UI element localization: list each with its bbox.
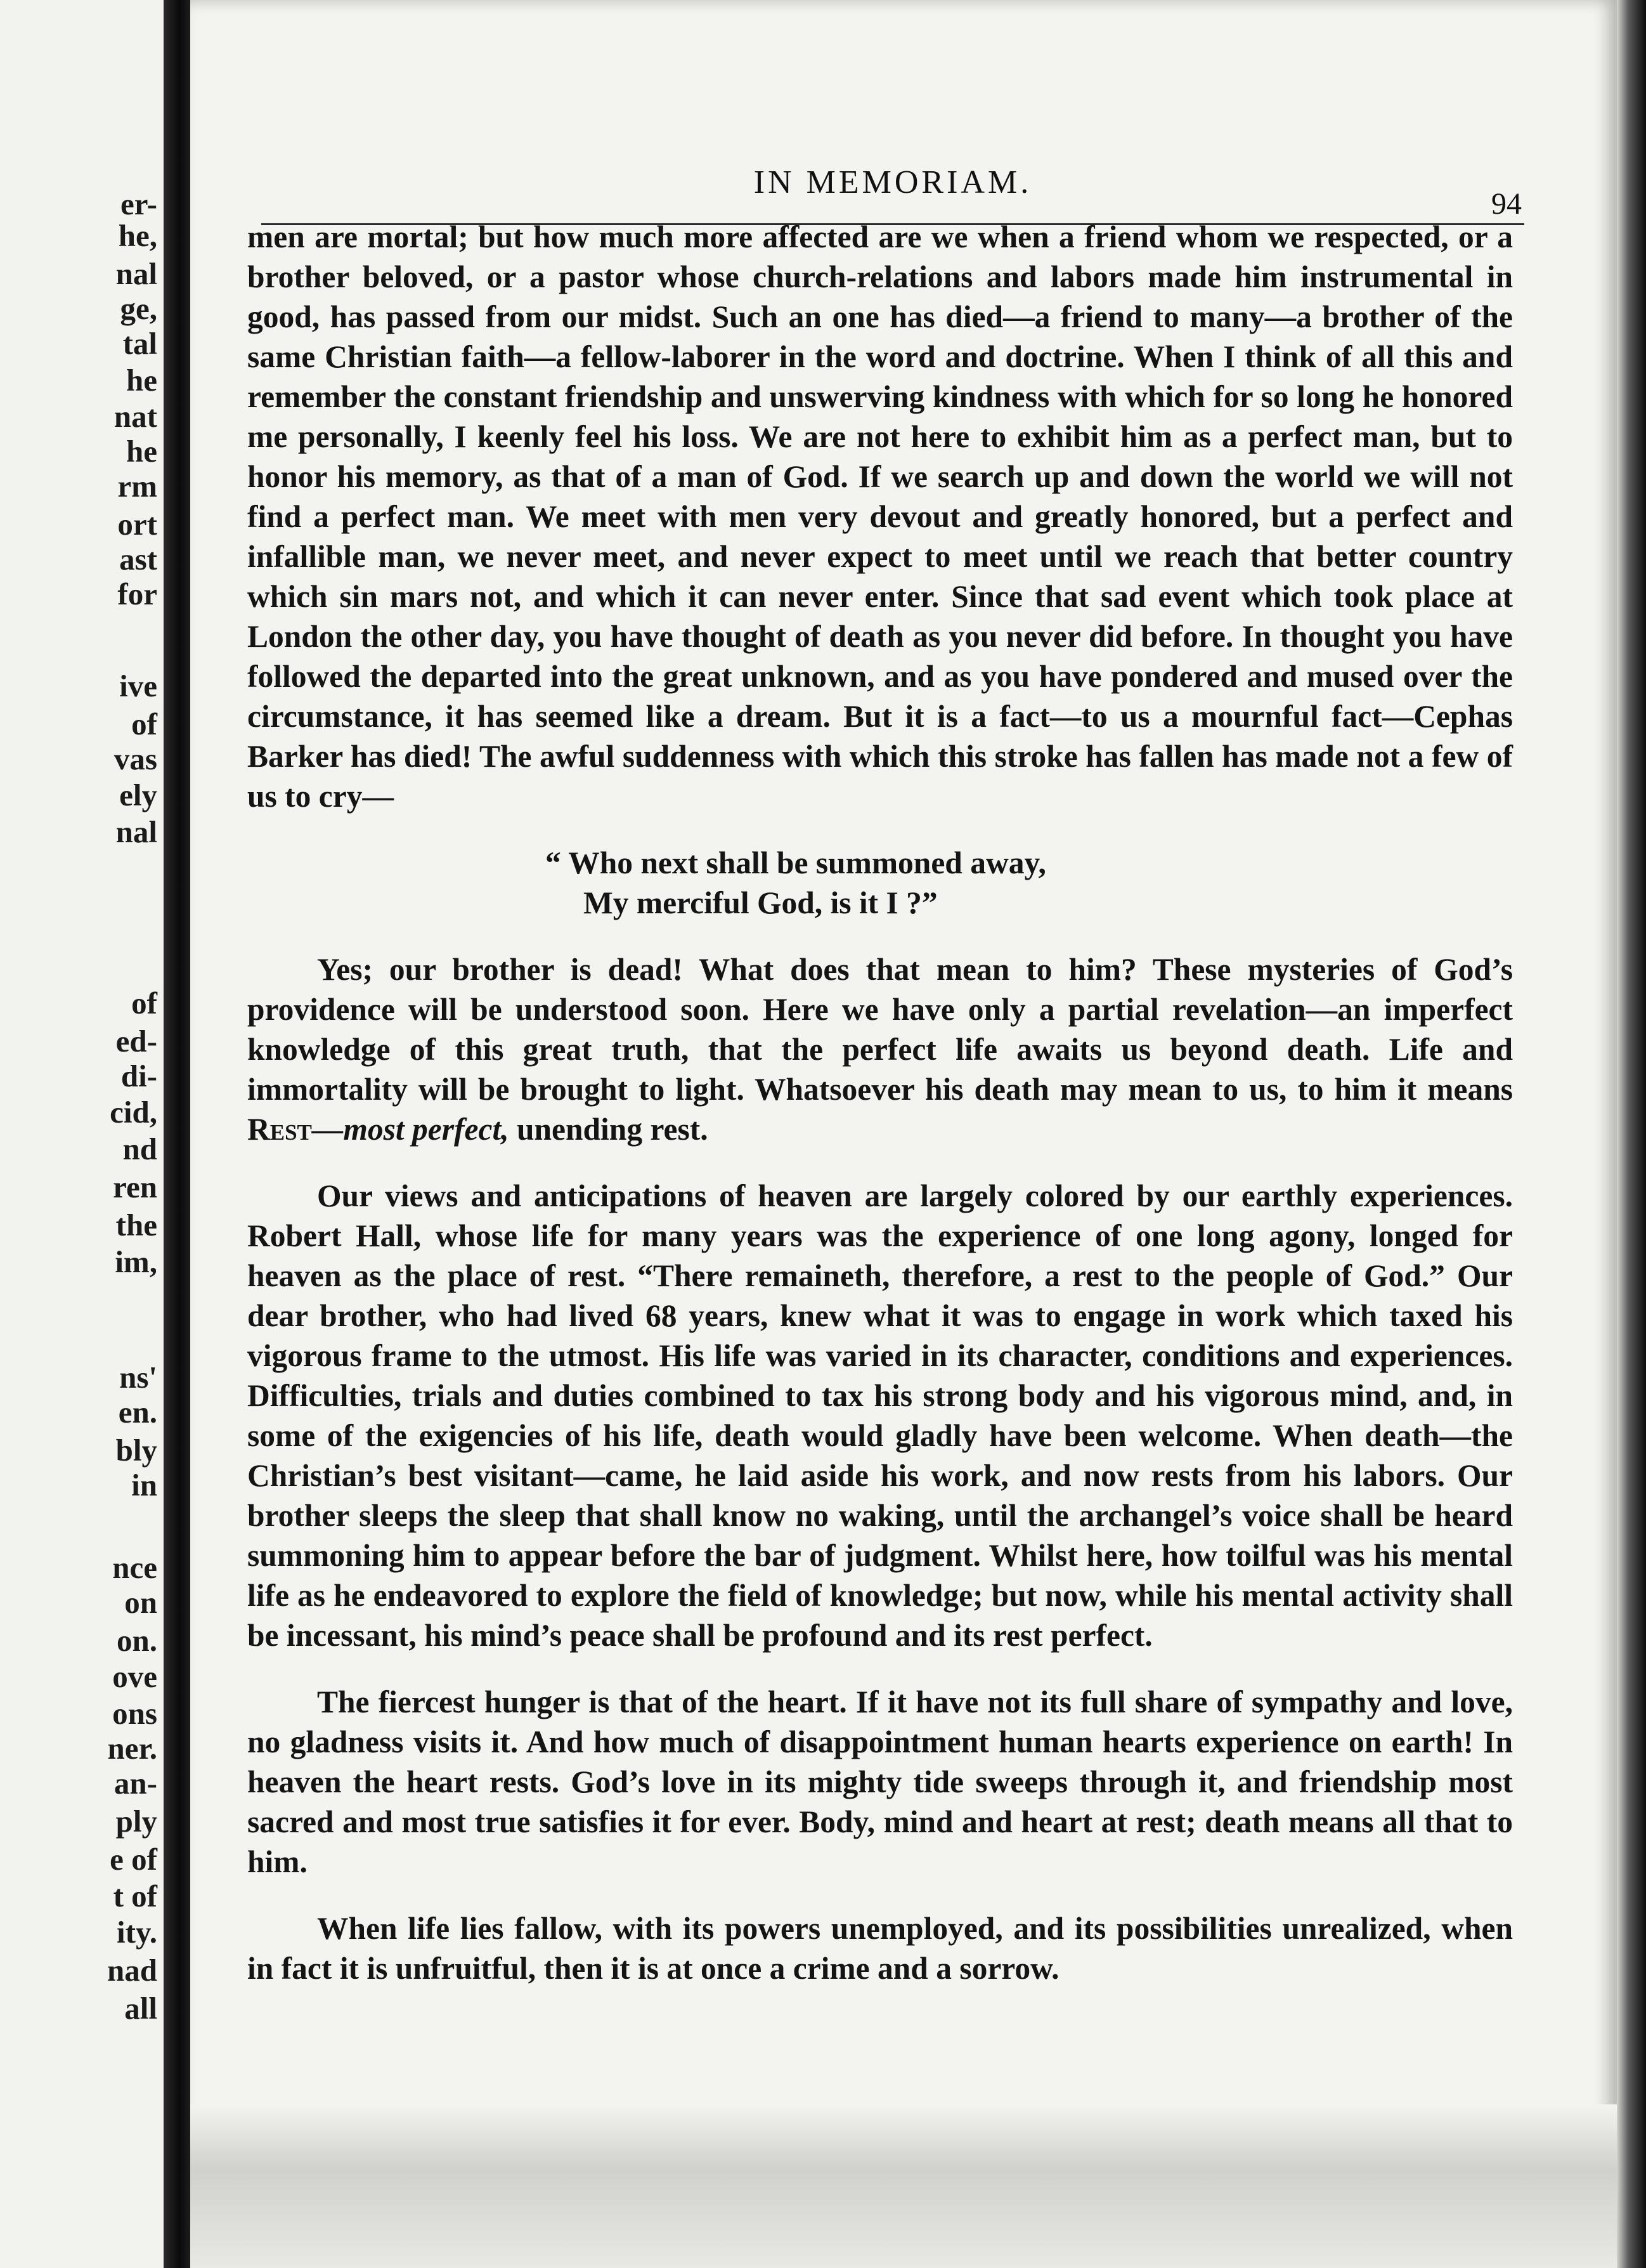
left-page-fragment: ren [113,1170,157,1204]
left-page-fragment: nal [115,256,157,291]
left-page-fragment: ity. [117,1915,157,1950]
left-page-fragment: on [124,1585,157,1620]
verse-line-2: My merciful God, is it I ?” [583,885,938,920]
paragraph-5: When life lies fallow, with its powers unemployed, and its possibilities unrealized, when in fact it is unfruitful, then it is at once a crime and a sorrow. [247,1911,1513,1986]
left-page-fragment: he, [118,218,157,253]
left-page-fragment: ons [112,1696,157,1731]
left-page-fragment: di- [120,1059,157,1093]
left-page-fragment: cid, [110,1095,157,1130]
left-page-fragment: ner. [107,1731,157,1766]
page-body [247,217,1513,1988]
running-head: IN MEMORIAM. [753,164,1032,200]
left-page-fragment: rm [117,469,157,504]
left-page-fragment: he [126,434,157,469]
left-page-fragment: ort [117,507,157,542]
left-page-fragment: an- [113,1766,157,1801]
left-page-fragment: ge, [120,291,157,326]
left-page-fragment: ive [119,668,157,703]
left-page-fragment: ns' [119,1360,157,1395]
left-page-fragment: ed- [115,1024,157,1059]
paragraph-3: Our views and anticipations of heaven are largely colored by our earthly experiences. Robert Hall, whose life for many years was the experience of one long agony, longed for heaven as the place of rest. “There remaineth, therefore, a rest to the people of God.” Our dear brother, who had lived 68 years, knew what it was to engage in work which taxed his vigorous frame to the utmost. His life was varied in its character, conditions and experiences. Difficulties, trials and duties combined to tax his strong body and his vigorous mind, and, in some of the exigencies of his life, death would gladly have been welcome. When death—the Christian’s best visitant—came, he laid aside his work, and now rests from his labors. Our brother sleeps the sleep that shall know no waking, until the archangel’s voice shall be heard summoning him to appear before the bar of judgment. Whilst here, how toilful was his mental life as he endeavored to explore the field of knowledge; but now, while his mental activity shall be incessant, his mind’s peace shall be profound and its rest perfect. [247,1178,1513,1653]
paragraph-2-end: unending rest. [509,1112,708,1147]
left-page-fragment: ove [112,1659,157,1694]
left-facing-page [0,0,164,2268]
left-page-fragment: nce [112,1550,157,1585]
paragraph-2 [247,949,1513,1149]
left-page-fragment: ply [115,1804,157,1839]
left-page-fragment: nat [113,399,157,434]
left-page-fragment: for [117,577,157,611]
left-page-fragment: all [124,1991,157,2026]
paragraph-4: The fiercest hunger is that of the heart. If it have not its full share of sympathy and love, no gladness visits it. And how much of disappointment human hearts experience on earth! In heaven the heart rests. God’s love in its mighty tide sweeps through it, and friendship most sacred and most true satisfies it for ever. Body, mind and heart at rest; death means all that to him. [247,1685,1513,1879]
page-bottom-edge [190,2104,1617,2268]
left-page-fragment: of [131,707,157,741]
left-page-fragment: nal [115,814,157,849]
left-page-fragment: nd [122,1131,157,1166]
left-page-fragment: en. [118,1395,157,1430]
left-page-fragment: er- [120,186,157,221]
left-page-fragment: ely [119,778,157,812]
verse-line-1: “ Who next shall be summoned away, [545,845,1046,880]
left-page-fragment: t of [113,1879,157,1913]
paragraph-1: men are mortal; but how much more affected are we when a friend whom we respected, or a brother beloved, or a pastor whose church-relations and labors made him instrumental in good, has passed from our midst. Such an one has died—a friend to many—a brother of the same Christian faith—a fellow-laborer in the word and doctrine. When I think of all this and remember the constant friendship and unswerving kindness with which for so long he honored me personally, I keenly feel his loss. We are not here to exhibit him as a perfect man, but to honor his memory, as that of a man of God. If we search up and down the world we will not find a perfect man. We meet with men very devout and greatly honored, but a perfect and infallible man, we never meet, and never expect to meet until we reach that better country which sin mars not, and which it can never enter. Since that sad event which took place at London the other day, you have thought of death as you never did before. In thought you have followed the departed into the great unknown, and as you have pondered and mused over the circumstance, it has seemed like a dream. But it is a fact—to us a mournful fact—Cephas Barker has died! The awful suddenness with which this stroke has fallen has made not a few of us to cry— [247,219,1513,814]
left-page-fragment: e of [110,1842,157,1877]
left-page-fragment: tal [122,326,157,361]
emphasis-most-perfect: —most perfect, [311,1112,509,1147]
book-gutter [164,0,190,2268]
left-page-fragment: ast [119,542,157,577]
left-page-fragment: he [126,363,157,398]
verse-quotation [247,843,1513,923]
page-edge-shadow [1617,0,1646,2268]
left-page-fragment: nad [107,1953,157,1988]
paragraph-2-text: Yes; our brother is dead! What does that mean to him? These mysteries of God’s providence will be understood soon. Here we have only a partial revelation—an imperfect knowledge of this great truth, that the perfect life awaits us beyond death. Life and immortality will be brought to light. Whatsoever his death may mean to us, to him it means [247,952,1513,1107]
left-page-fragment: in [131,1468,157,1502]
page-number: 94 [1491,187,1522,221]
left-page-fragment: im, [115,1244,157,1279]
left-page-fragment: the [115,1208,157,1242]
left-page-fragment: vas [113,741,157,776]
left-page-fragment: of [131,986,157,1020]
page [190,0,1617,2268]
left-page-fragment: bly [115,1433,157,1468]
rest-word: Rest [247,1112,312,1147]
left-page-fragment: on. [116,1623,157,1658]
page-header [261,160,1524,225]
